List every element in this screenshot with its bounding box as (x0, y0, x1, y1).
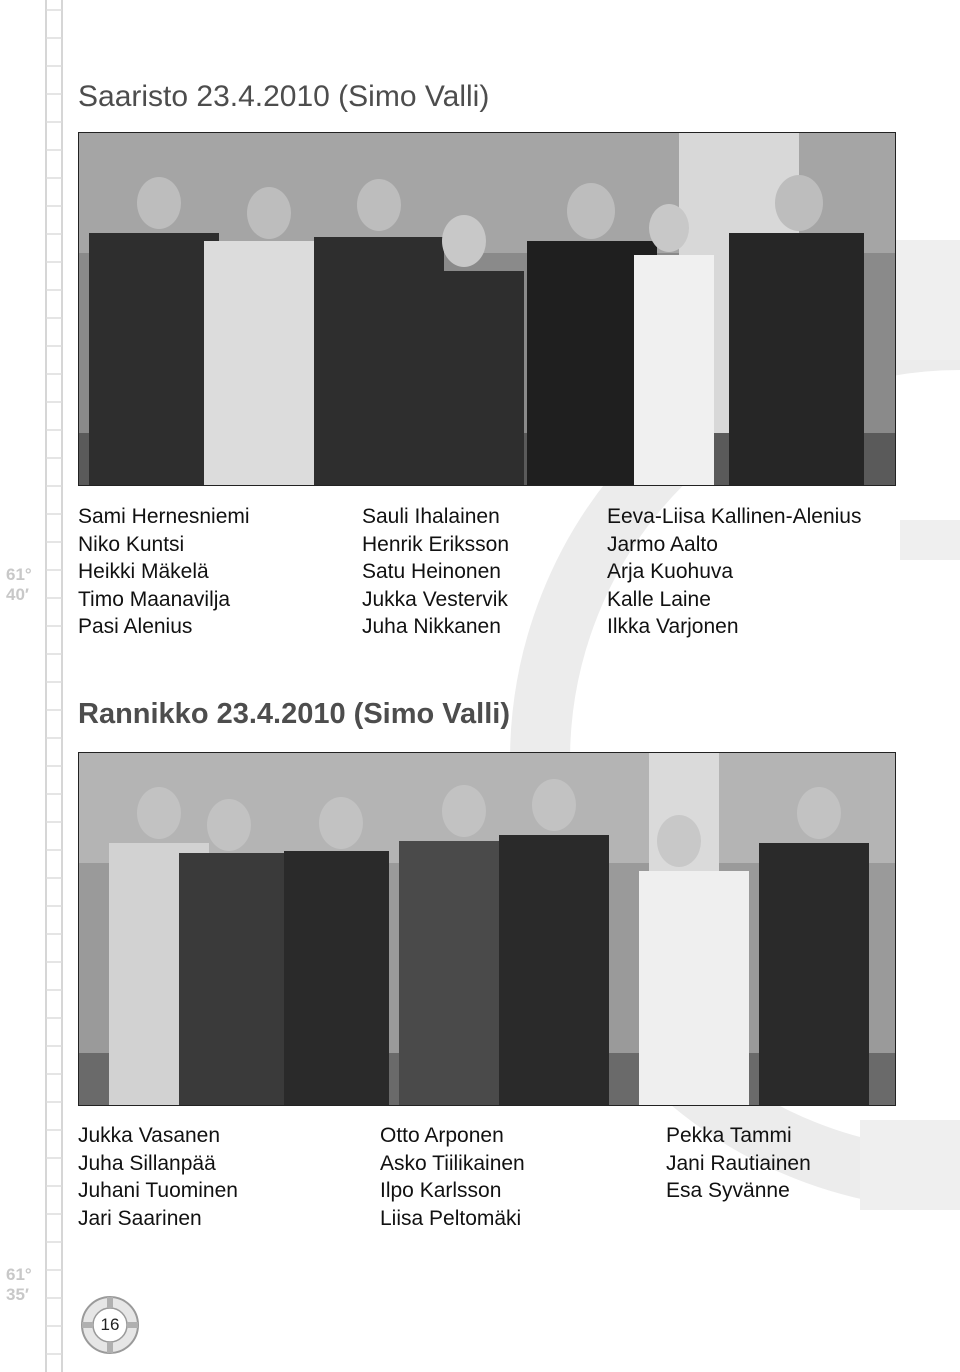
person-name: Ilpo Karlsson (380, 1179, 502, 1202)
section-title-saaristo: Saaristo 23.4.2010 (Simo Valli) (78, 80, 490, 113)
group-photo-rannikko (78, 752, 896, 1106)
person-name: Jukka Vasanen (78, 1124, 221, 1147)
person-name: Kalle Laine (607, 587, 711, 611)
person-name: Asko Tiilikainen (380, 1151, 525, 1175)
names-column-2 (380, 1122, 525, 1232)
latitude-mark-bottom (6, 1265, 32, 1305)
person-name: Timo Maanavilja (78, 587, 231, 611)
person-name: Esa Syvänne (666, 1179, 790, 1202)
latitude-minutes: 35′ (6, 1285, 29, 1304)
names-column-3 (607, 503, 861, 641)
person-name: Sauli Ihalainen (362, 505, 500, 528)
person-name: Satu Heinonen (362, 560, 501, 583)
section-title-rannikko: Rannikko 23.4.2010 (Simo Valli) (78, 698, 510, 730)
names-column-3 (666, 1122, 811, 1205)
person-name: Jukka Vestervik (362, 587, 508, 611)
person-name: Niko Kuntsi (78, 532, 185, 556)
person-name: Arja Kuohuva (607, 560, 734, 583)
page-number: 16 (100, 1315, 120, 1334)
person-name: Henrik Eriksson (362, 532, 510, 556)
page-number-badge (79, 1294, 141, 1356)
group-photo-saaristo (78, 132, 896, 486)
person-name: Otto Arponen (380, 1124, 504, 1147)
person-name: Ilkka Varjonen (607, 615, 739, 638)
names-column-1 (78, 503, 250, 641)
person-name: Liisa Peltomäki (380, 1206, 522, 1230)
names-column-2 (362, 503, 509, 641)
person-name: Eeva-Liisa Kallinen-Alenius (607, 505, 862, 528)
latitude-minutes: 40′ (6, 585, 29, 604)
latitude-degrees: 61° (6, 1265, 32, 1284)
person-name: Juha Nikkanen (362, 615, 501, 638)
names-column-1 (78, 1122, 238, 1232)
person-name: Pekka Tammi (666, 1124, 792, 1147)
person-name: Pasi Alenius (78, 615, 193, 638)
person-name: Heikki Mäkelä (78, 560, 209, 583)
person-name: Jari Saarinen (78, 1206, 202, 1230)
person-name: Jarmo Aalto (607, 532, 718, 556)
person-name: Juha Sillanpää (78, 1151, 216, 1175)
left-ruler (0, 0, 70, 1372)
person-name: Jani Rautiainen (666, 1151, 811, 1175)
person-name: Sami Hernesniemi (78, 505, 250, 528)
latitude-mark-top (6, 565, 32, 605)
latitude-degrees: 61° (6, 565, 32, 584)
person-name: Juhani Tuominen (78, 1179, 238, 1202)
